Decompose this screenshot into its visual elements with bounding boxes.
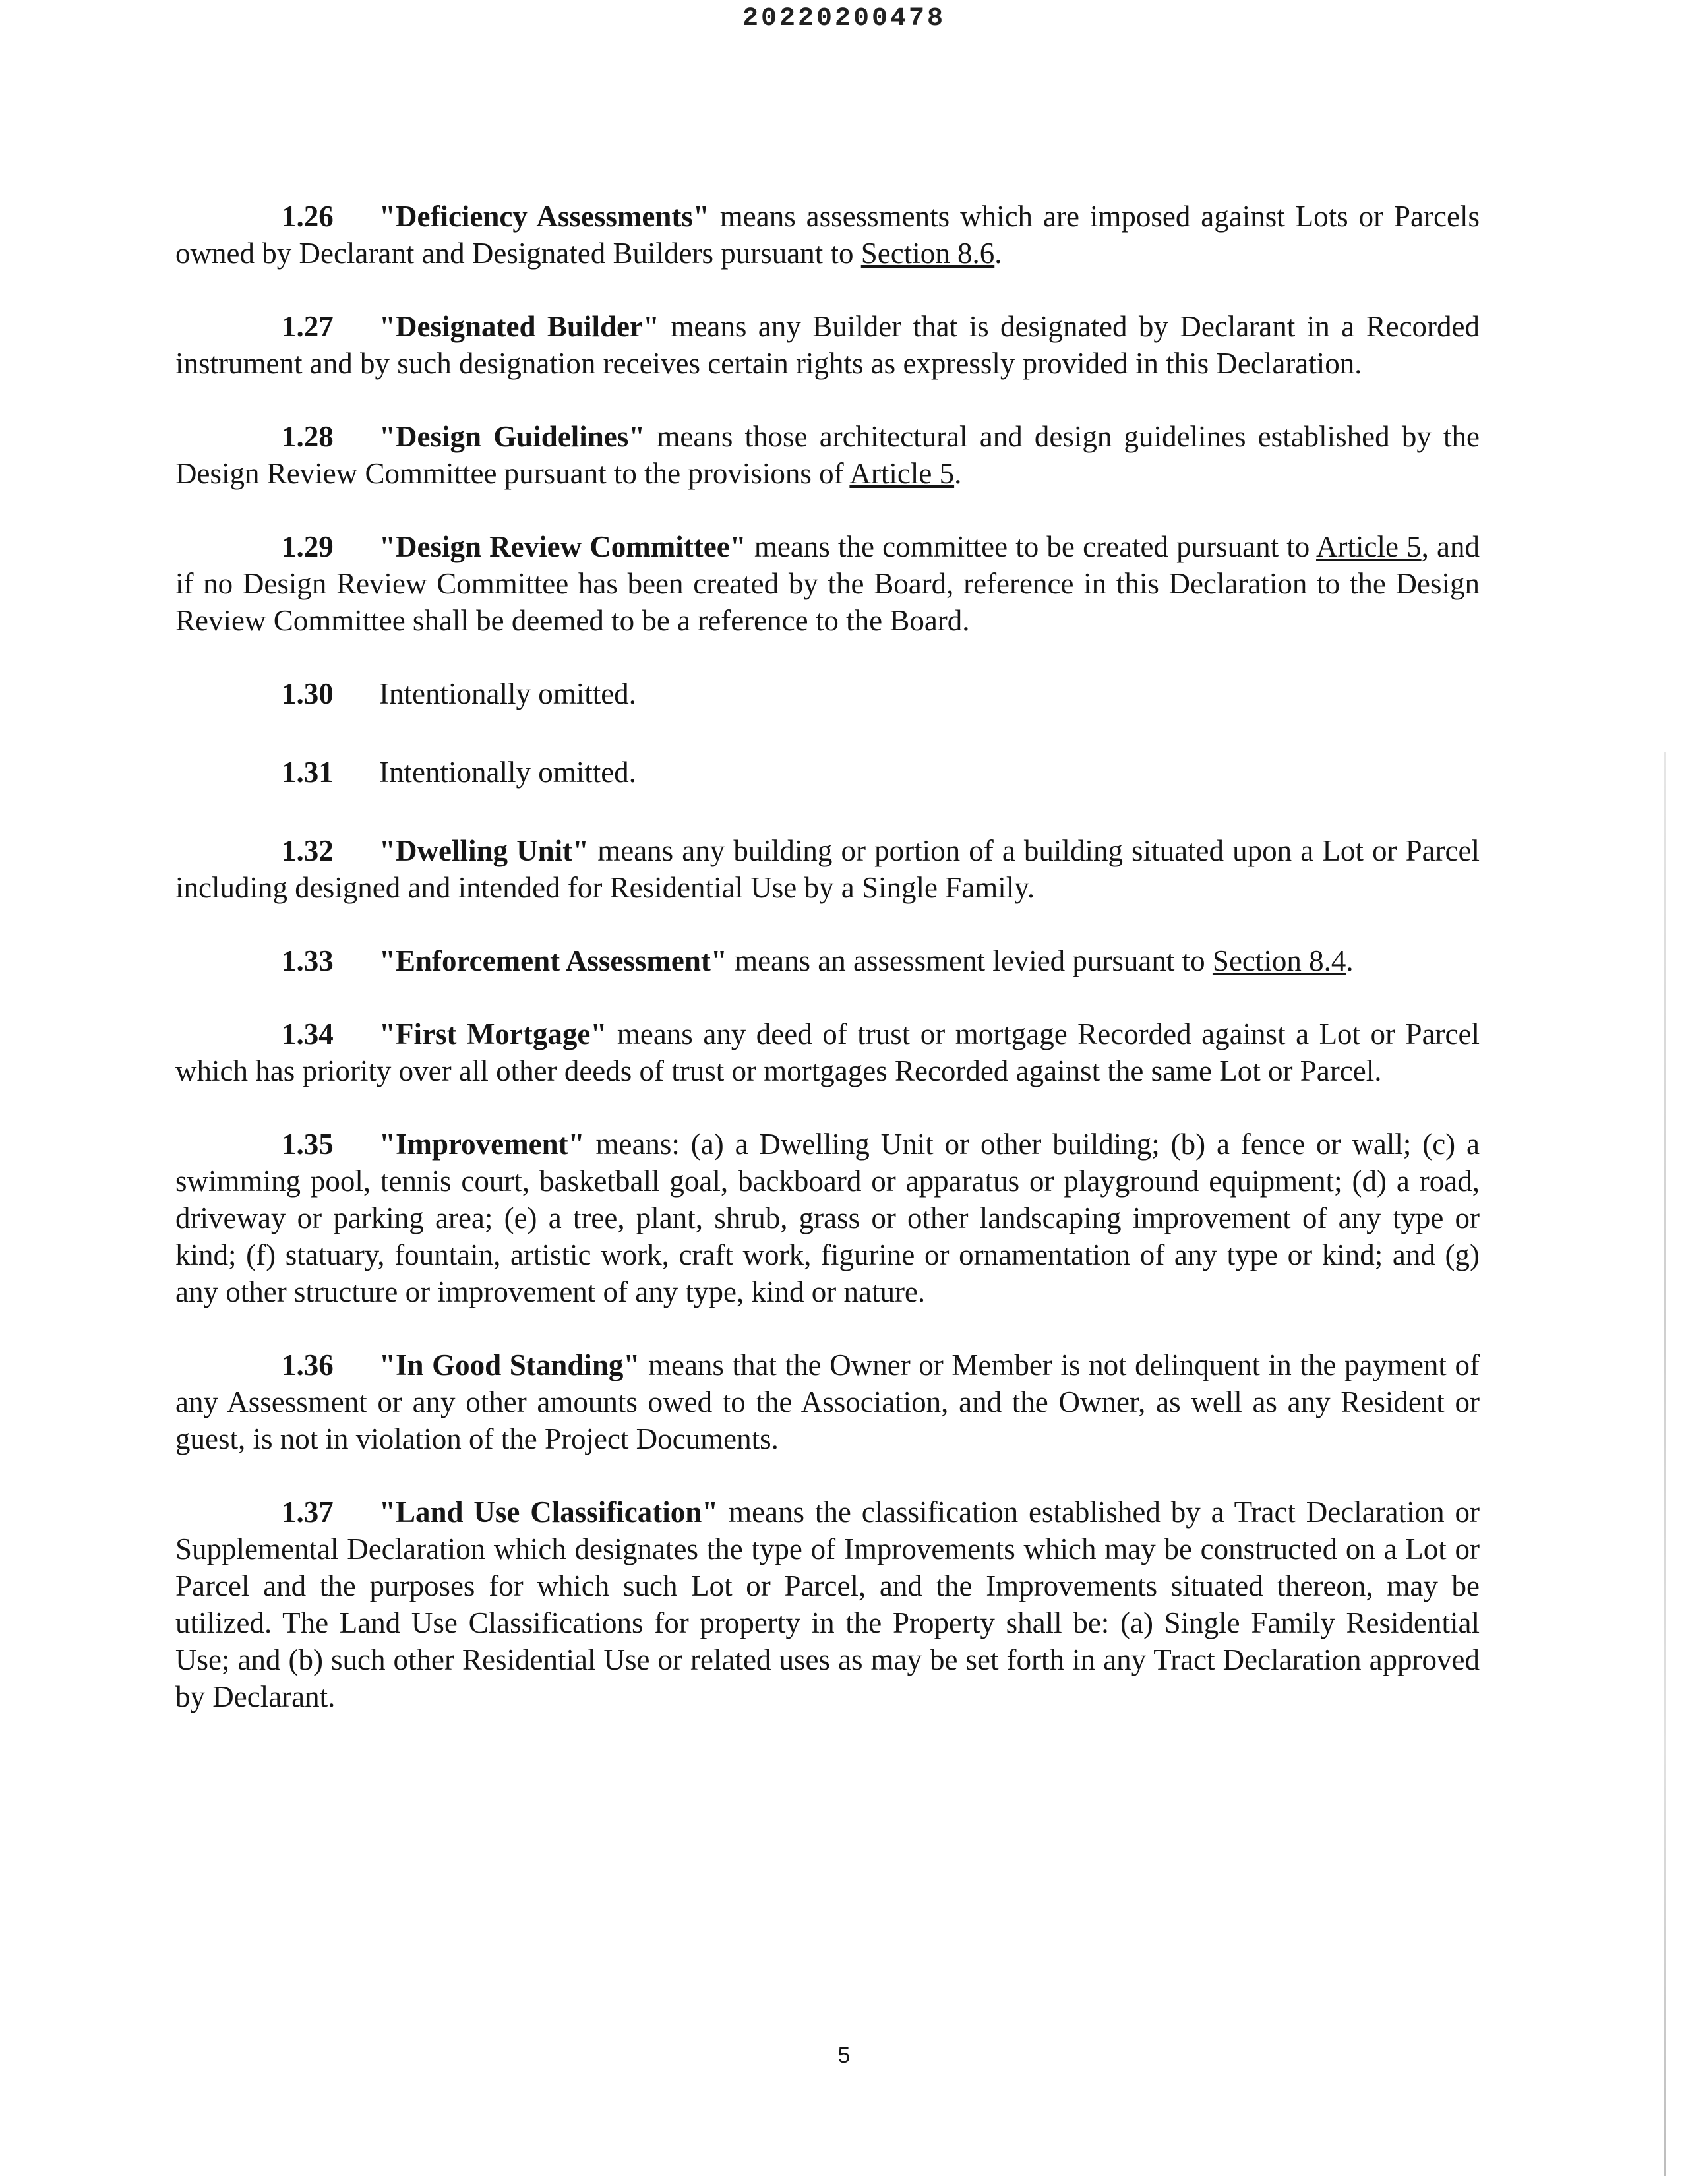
defined-term: "In Good Standing" [379, 1349, 640, 1381]
definition-1-35 [175, 1126, 1480, 1310]
section-number: 1.31 [282, 756, 334, 789]
definition-1-31 [175, 754, 1480, 791]
definition-1-36 [175, 1347, 1480, 1457]
definition-text: means any building or portion of a building situated upon a Lot or Parcel including designed and intended for Residential Use by a Single Family. [175, 834, 1480, 904]
section-reference-link: Section 8.4 [1212, 944, 1346, 977]
definition-text: means: (a) a Dwelling Unit or other building; (b) a fence or wall; (c) a swimming pool, tennis court, basketball goal, backboard or apparatus or playground equipment; (d) a road, driveway or parking area; (e) a tree, plant, shrub, grass or other landscaping improvement of any type or kind; (f) statuary, fountain, artistic work, craft work, figurine or ornamentation of any type or kind; and (g) any other structure or improvement of any type, kind or nature. [175, 1128, 1480, 1308]
definition-text-end: , and if no Design Review Committee has been created by the Board, reference in this Declaration to the Design Review Committee shall be deemed to be a reference to the Board. [175, 530, 1480, 637]
article-reference-link: Article 5 [1315, 530, 1422, 563]
definition-text: means that the Owner or Member is not delinquent in the payment of any Assessment or any other amounts owed to the Association, and the Owner, as well as any Resident or guest, is not in violation of the Project Documents. [175, 1349, 1480, 1455]
document-number: 20220200478 [742, 4, 946, 34]
section-number: 1.30 [282, 677, 334, 710]
definition-text-end: . [994, 237, 1002, 270]
section-number: 1.36 [282, 1349, 334, 1381]
definition-text: means the classification established by a Tract Declaration or Supplemental Declaration which designates the type of Improvements which may be constructed on a Lot or Parcel and the purposes for which such Lot or Parcel, and the Improvements situated thereon, may be utilized. The Land Use Classifications for property in the Property shall be: (a) Single Family Residential Use; and (b) such other Residential Use or related uses as may be set forth in any Tract Declaration approved by Declarant. [175, 1496, 1480, 1713]
page-number: 5 [837, 2043, 851, 2068]
defined-term: "Designated Builder" [379, 310, 659, 343]
section-number: 1.28 [282, 420, 334, 453]
definition-text: means any Builder that is designated by Declarant in a Recorded instrument and by such designation receives certain rights as expressly provided in this Declaration. [175, 310, 1480, 380]
definition-text: means an assessment levied pursuant to [727, 944, 1213, 977]
defined-term: "Design Guidelines" [379, 420, 646, 453]
section-number: 1.26 [282, 200, 334, 233]
defined-term: "Enforcement Assessment" [379, 944, 727, 977]
definition-text-end: . [954, 457, 962, 490]
defined-term: "Design Review Committee" [379, 530, 746, 563]
section-number: 1.34 [282, 1017, 334, 1050]
defined-term: "Deficiency Assessments" [379, 200, 709, 233]
defined-term: "First Mortgage" [379, 1017, 607, 1050]
defined-term: "Improvement" [379, 1128, 585, 1161]
section-reference-link: Section 8.6 [860, 237, 995, 270]
section-number: 1.29 [282, 530, 334, 563]
definition-text: Intentionally omitted. [379, 756, 636, 789]
definition-text: means the committee to be created pursuant to [746, 530, 1316, 563]
section-number: 1.27 [282, 310, 334, 343]
definition-1-34 [175, 1016, 1480, 1089]
definition-1-27 [175, 308, 1480, 382]
scan-edge-artifact [1664, 752, 1666, 2176]
definition-text: Intentionally omitted. [379, 677, 636, 710]
definition-text: means assessments which are imposed against Lots or Parcels owned by Declarant and Designated Builders pursuant to [175, 200, 1480, 270]
section-number: 1.32 [282, 834, 334, 867]
definition-1-30 [175, 675, 1480, 712]
article-reference-link: Article 5 [849, 457, 955, 490]
definition-1-26 [175, 198, 1480, 272]
definition-1-28 [175, 418, 1480, 492]
section-number: 1.33 [282, 944, 334, 977]
section-number: 1.35 [282, 1128, 334, 1161]
definition-text: means those architectural and design guidelines established by the Design Review Committee pursuant to the provisions of [175, 420, 1480, 490]
definition-text-end: . [1346, 944, 1354, 977]
defined-term: "Land Use Classification" [379, 1496, 719, 1529]
document-body [175, 198, 1480, 1751]
definition-1-32 [175, 832, 1480, 906]
definition-1-29 [175, 528, 1480, 639]
definition-1-33 [175, 942, 1480, 979]
definition-text: means any deed of trust or mortgage Recorded against a Lot or Parcel which has priority over all other deeds of trust or mortgages Recorded against the same Lot or Parcel. [175, 1017, 1480, 1087]
definition-1-37 [175, 1494, 1480, 1715]
defined-term: "Dwelling Unit" [379, 834, 589, 867]
section-number: 1.37 [282, 1496, 334, 1529]
